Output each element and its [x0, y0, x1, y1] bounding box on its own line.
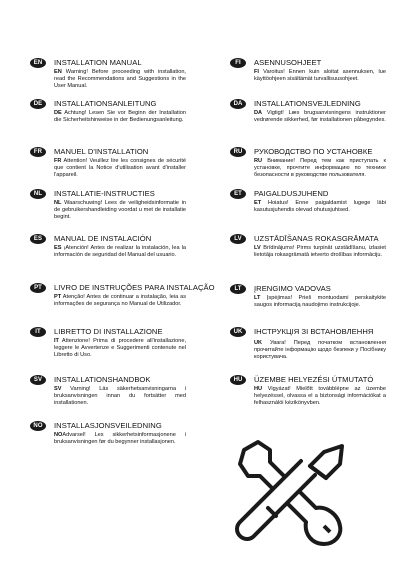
section-body-fi: Varoitus! Ennen kuin aloitat asennuksen, lue käyttöohjeen sisältämät turvallisuusohjeet. [254, 69, 386, 83]
lang-prefix-et: ET [254, 200, 262, 206]
lang-prefix-de: DE [54, 110, 62, 116]
section-body-ru: Внимание! Перед тем как приступать к установке, прочтите информацию по технике безопасности в руководстве пользователя. [254, 158, 386, 179]
section-title-nl: INSTALLATIE-INSTRUCTIES [54, 189, 155, 198]
lang-prefix-da: DA [254, 110, 263, 116]
wrench-screwdriver-icon [230, 436, 350, 551]
lang-badge-lv: LV [230, 234, 246, 244]
lang-badge-it: IT [30, 327, 46, 337]
section-text-es [54, 245, 186, 259]
section-title-en: INSTALLATION MANUAL [54, 58, 142, 67]
section-text-ru [254, 158, 386, 180]
lang-badge-es: ES [30, 234, 46, 244]
section-text-fr [54, 158, 186, 180]
lang-badge-pt: PT [30, 283, 46, 293]
section-text-da [254, 110, 386, 124]
section-title-es: MANUAL DE INSTALACIÓN [54, 234, 152, 243]
section-body-fr: Attention! Veuillez lire les consignes de sécurité que contient la Notice d'utilisation avant d'installer l'appareil. [54, 158, 186, 179]
section-title-et: PAIGALDUSJUHEND [254, 189, 329, 198]
lang-prefix-fr: FR [54, 158, 62, 164]
lang-prefix-sv: SV [54, 386, 62, 392]
lang-prefix-hu: HU [254, 386, 263, 392]
section-body-da: Vigtigt! Læs brugsanvisningens instruktioner vedrørende sikkerhed, før installationen påbegyndes. [254, 110, 386, 124]
lang-prefix-en: EN [54, 69, 62, 75]
lang-badge-ru: RU [230, 147, 246, 157]
section-title-lt: ĮRENGIMO VADOVAS [254, 284, 331, 293]
lang-badge-fr: FR [30, 147, 46, 157]
section-title-pt: LIVRO DE INSTRUÇÕES PARA INSTALAÇÃO [54, 283, 215, 292]
lang-badge-sv: SV [30, 375, 46, 385]
lang-prefix-pt: PT [54, 294, 62, 300]
lang-badge-en: EN [30, 58, 46, 68]
section-body-de: Achtung! Lesen Sie vor Beginn der Installation die Sicherheitshinweise in der Bedienungsanleitung. [54, 110, 186, 124]
lang-badge-fi: FI [230, 58, 246, 68]
lang-badge-de: DE [30, 99, 46, 109]
section-body-pt: Atenção! Antes de continuar a instalação, leia as informações de segurança no Manual de Utilizador. [54, 294, 187, 308]
lang-prefix-it: IT [54, 338, 59, 344]
lang-prefix-fi: FI [254, 69, 259, 75]
section-title-fi: ASENNUSOHJEET [254, 58, 322, 67]
section-body-en: Warning! Before proceeding with installation, read the Recommendations and Suggestions in the User Manual. [54, 69, 186, 90]
section-text-pt [54, 294, 186, 308]
lang-prefix-uk: UK [254, 340, 263, 346]
lang-badge-uk: UK [230, 327, 246, 337]
section-text-nl [54, 200, 186, 222]
section-title-uk: ІНСТРУКЦІЯ ЗІ ВСТАНОВЛЕННЯ [254, 327, 374, 336]
section-body-no: Advarsel! Les sikkerhetsinformasjonene i bruksanvisningen før du begynner installasjonen. [54, 432, 186, 446]
section-text-it [54, 338, 186, 360]
section-text-en [54, 69, 186, 91]
lang-prefix-lt: LT [254, 295, 261, 301]
section-body-uk: Увага! Перед початком встановлення прочитайте інформацію щодо безпеки у Посібнику користувача. [254, 340, 386, 361]
section-text-no [54, 432, 186, 446]
section-body-lt: Įspėjimas! Prieš montuodami perskaitykite saugos informaciją naudojimo instrukcijoje. [254, 295, 386, 309]
lang-badge-nl: NL [30, 189, 46, 199]
section-body-lv: Brīdinājums! Pirms turpināt uzstādīšanu, izlasiet lietotāja rokasgrāmatā ietverto drošības informāciju. [254, 245, 386, 259]
lang-badge-no: NO [30, 421, 46, 431]
section-body-hu: Vigyázat! Mielőtt továbblépne az üzembe helyezéssel, olvassa el a biztonsági információkat a felhasználói kézikönyvben. [254, 386, 387, 407]
section-body-it: Attenzione! Prima di procedere all'installazione, leggere le Avvertenze e Suggerimenti contenute nel Libretto di Uso. [54, 338, 187, 359]
section-title-hu: ÜZEMBE HELYEZÉSI ÚTMUTATÓ [254, 375, 374, 384]
section-text-fi [254, 69, 386, 83]
lang-badge-et: ET [230, 189, 246, 199]
section-title-da: INSTALLATIONSVEJLEDNING [254, 99, 361, 108]
section-title-lv: UZSTĀDĪŠANAS ROKASGRĀMATA [254, 234, 379, 243]
lang-prefix-no: NO [54, 432, 63, 438]
section-text-lt [254, 295, 386, 309]
section-text-et [254, 200, 386, 214]
lang-prefix-nl: NL [54, 200, 62, 206]
section-text-de [54, 110, 186, 124]
lang-badge-da: DA [230, 99, 246, 109]
lang-badge-lt: LT [230, 284, 246, 294]
lang-badge-hu: HU [230, 375, 246, 385]
lang-prefix-lv: LV [254, 245, 261, 251]
section-text-lv [254, 245, 386, 259]
section-body-sv: Varning! Läs säkerhetsanvisningarna i bruksanvisningen innan du fortsätter med installationen. [54, 386, 186, 407]
section-body-es: ¡Atención! Antes de realizar la instalación, lea la información de seguridad del Manual del usuario. [54, 245, 186, 259]
lang-prefix-ru: RU [254, 158, 263, 164]
lang-prefix-es: ES [54, 245, 62, 251]
section-text-uk [254, 340, 386, 362]
section-title-no: INSTALLASJONSVEILEDNING [54, 421, 162, 430]
section-title-ru: РУКОВОДСТВО ПО УСТАНОВКЕ [254, 147, 373, 156]
section-title-fr: MANUEL D'INSTALLATION [54, 147, 149, 156]
tools-illustration [230, 436, 350, 546]
section-body-et: Hoiatus! Enne paigaldamist lugege läbi kasutusjuhendis olevad ohutusjuhised. [254, 200, 386, 214]
section-text-hu [254, 386, 386, 408]
section-title-it: LIBRETTO DI INSTALLAZIONE [54, 327, 163, 336]
section-body-nl: Waarschuwing! Lees de veiligheidsinformatie in de gebruikershandleiding voordat u met de installatie begint. [54, 200, 186, 221]
section-title-de: INSTALLATIONSANLEITUNG [54, 99, 157, 108]
section-title-sv: INSTALLATIONSHANDBOK [54, 375, 151, 384]
section-text-sv [54, 386, 186, 408]
